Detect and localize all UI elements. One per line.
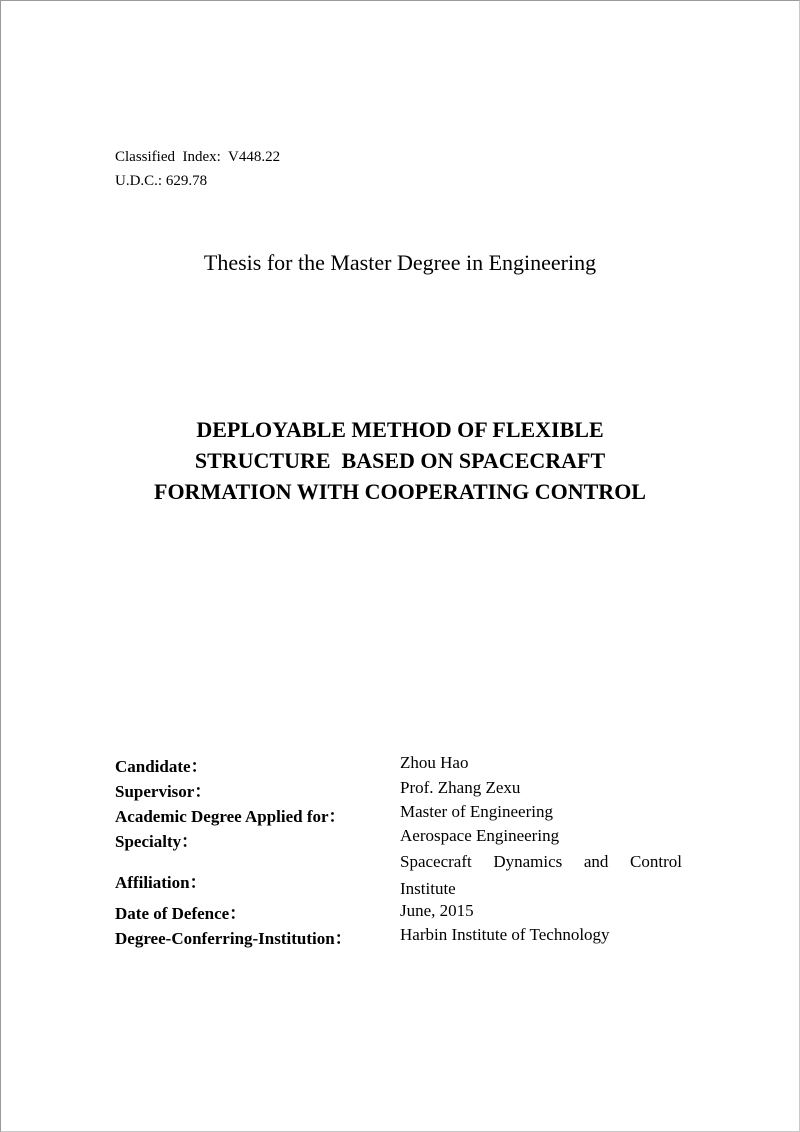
degree-value: Master of Engineering xyxy=(400,802,553,821)
thesis-title xyxy=(0,414,800,507)
specialty-value: Aerospace Engineering xyxy=(400,826,560,845)
date-value: June, 2015 xyxy=(400,901,474,920)
candidate-label: Candidate： xyxy=(115,757,208,776)
specialty-label: Specialty： xyxy=(115,832,199,851)
degree-label: Academic Degree Applied for： xyxy=(115,807,346,826)
institution-label: Degree-Conferring-Institution： xyxy=(115,929,352,948)
supervisor-value: Prof. Zhang Zexu xyxy=(400,778,521,797)
affiliation-value-line-1: Spacecraft Dynamics and Control xyxy=(400,852,682,871)
candidate-value: Zhou Hao xyxy=(400,753,469,772)
classified-index: Classified Index: V448.22 xyxy=(115,149,281,165)
institution-value: Harbin Institute of Technology xyxy=(400,925,610,944)
udc-code: U.D.C.: 629.78 xyxy=(115,173,208,189)
classification-block xyxy=(115,145,280,193)
title-line-3: FORMATION WITH COOPERATING CONTROL xyxy=(154,479,646,504)
date-label: Date of Defence： xyxy=(115,904,247,923)
affiliation-value-line-2: Institute xyxy=(400,879,456,898)
title-line-1: DEPLOYABLE METHOD OF FLEXIBLE xyxy=(196,417,604,442)
affiliation-label: Affiliation： xyxy=(115,873,207,892)
supervisor-label: Supervisor： xyxy=(115,782,212,801)
thesis-subtitle: Thesis for the Master Degree in Engineering xyxy=(203,250,597,275)
title-line-2: STRUCTURE BASED ON SPACECRAFT xyxy=(194,448,606,473)
